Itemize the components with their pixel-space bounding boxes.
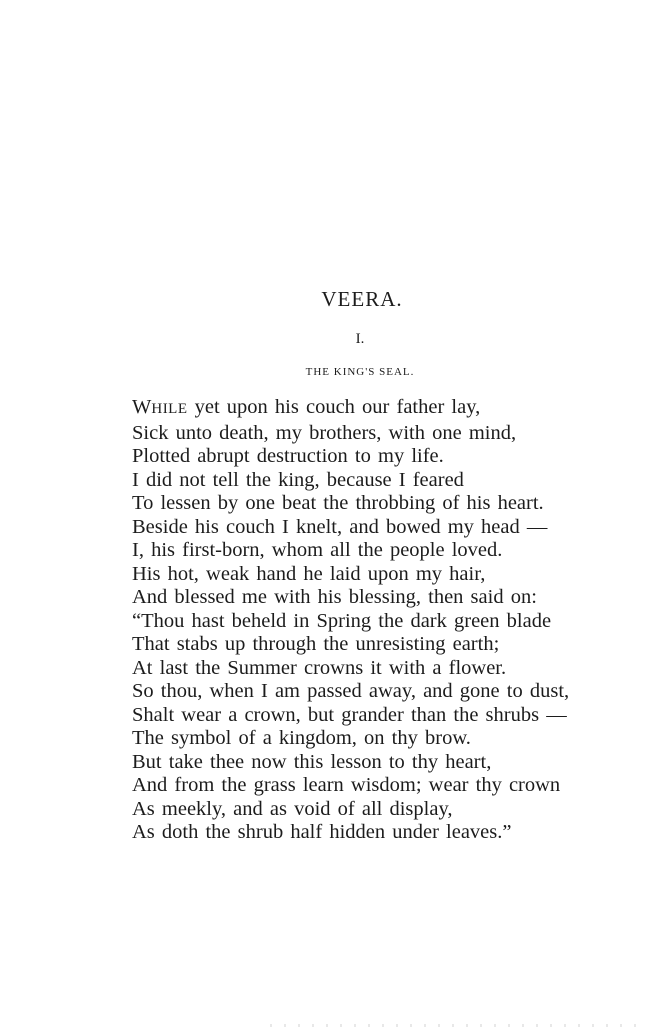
first-line-text: yet upon his couch our father lay, bbox=[187, 396, 481, 418]
poem-line: Shalt wear a crown, but grander than the shrubs — bbox=[132, 703, 567, 726]
poem-line: Sick unto death, my brothers, with one mind, bbox=[132, 421, 517, 444]
poem-line: To lessen by one beat the throbbing of his heart. bbox=[132, 492, 544, 514]
poem-line: At last the Summer crowns it with a flower. bbox=[132, 656, 507, 679]
poem-line: The symbol of a kingdom, on thy brow. bbox=[132, 727, 471, 749]
poem-line: So thou, when I am passed away, and gone to dust, bbox=[132, 680, 570, 702]
poem-line: As doth the shrub half hidden under leaves.” bbox=[132, 821, 512, 843]
drop-initial: W bbox=[132, 396, 152, 418]
poem-line: But take thee now this lesson to thy heart, bbox=[132, 750, 492, 773]
section-number: I. bbox=[355, 331, 365, 347]
poem-line: His hot, weak hand he laid upon my hair, bbox=[132, 562, 486, 585]
poem-line: As meekly, and as void of all display, bbox=[132, 797, 453, 820]
poem-line: And from the grass learn wisdom; wear thy crown bbox=[132, 774, 561, 796]
poem-line: And blessed me with his blessing, then said on: bbox=[132, 586, 537, 608]
poem-title: VEERA. bbox=[321, 287, 403, 311]
poem-line-1 bbox=[132, 396, 602, 422]
poem-body bbox=[132, 396, 602, 845]
poem-line: I, his first-born, whom all the people loved. bbox=[132, 539, 503, 561]
section-title: THE KING'S SEAL. bbox=[305, 366, 415, 378]
poem-line: I did not tell the king, because I feared bbox=[132, 468, 464, 491]
poem-line: Beside his couch I knelt, and bowed my head — bbox=[132, 515, 548, 538]
poem-line: Plotted abrupt destruction to my life. bbox=[132, 445, 444, 467]
poem-line: “Thou hast beheld in Spring the dark green blade bbox=[132, 609, 552, 632]
scan-artifact bbox=[270, 1024, 640, 1027]
poem-line: That stabs up through the unresisting earth; bbox=[132, 633, 500, 655]
small-caps-word: HILE bbox=[151, 401, 188, 417]
